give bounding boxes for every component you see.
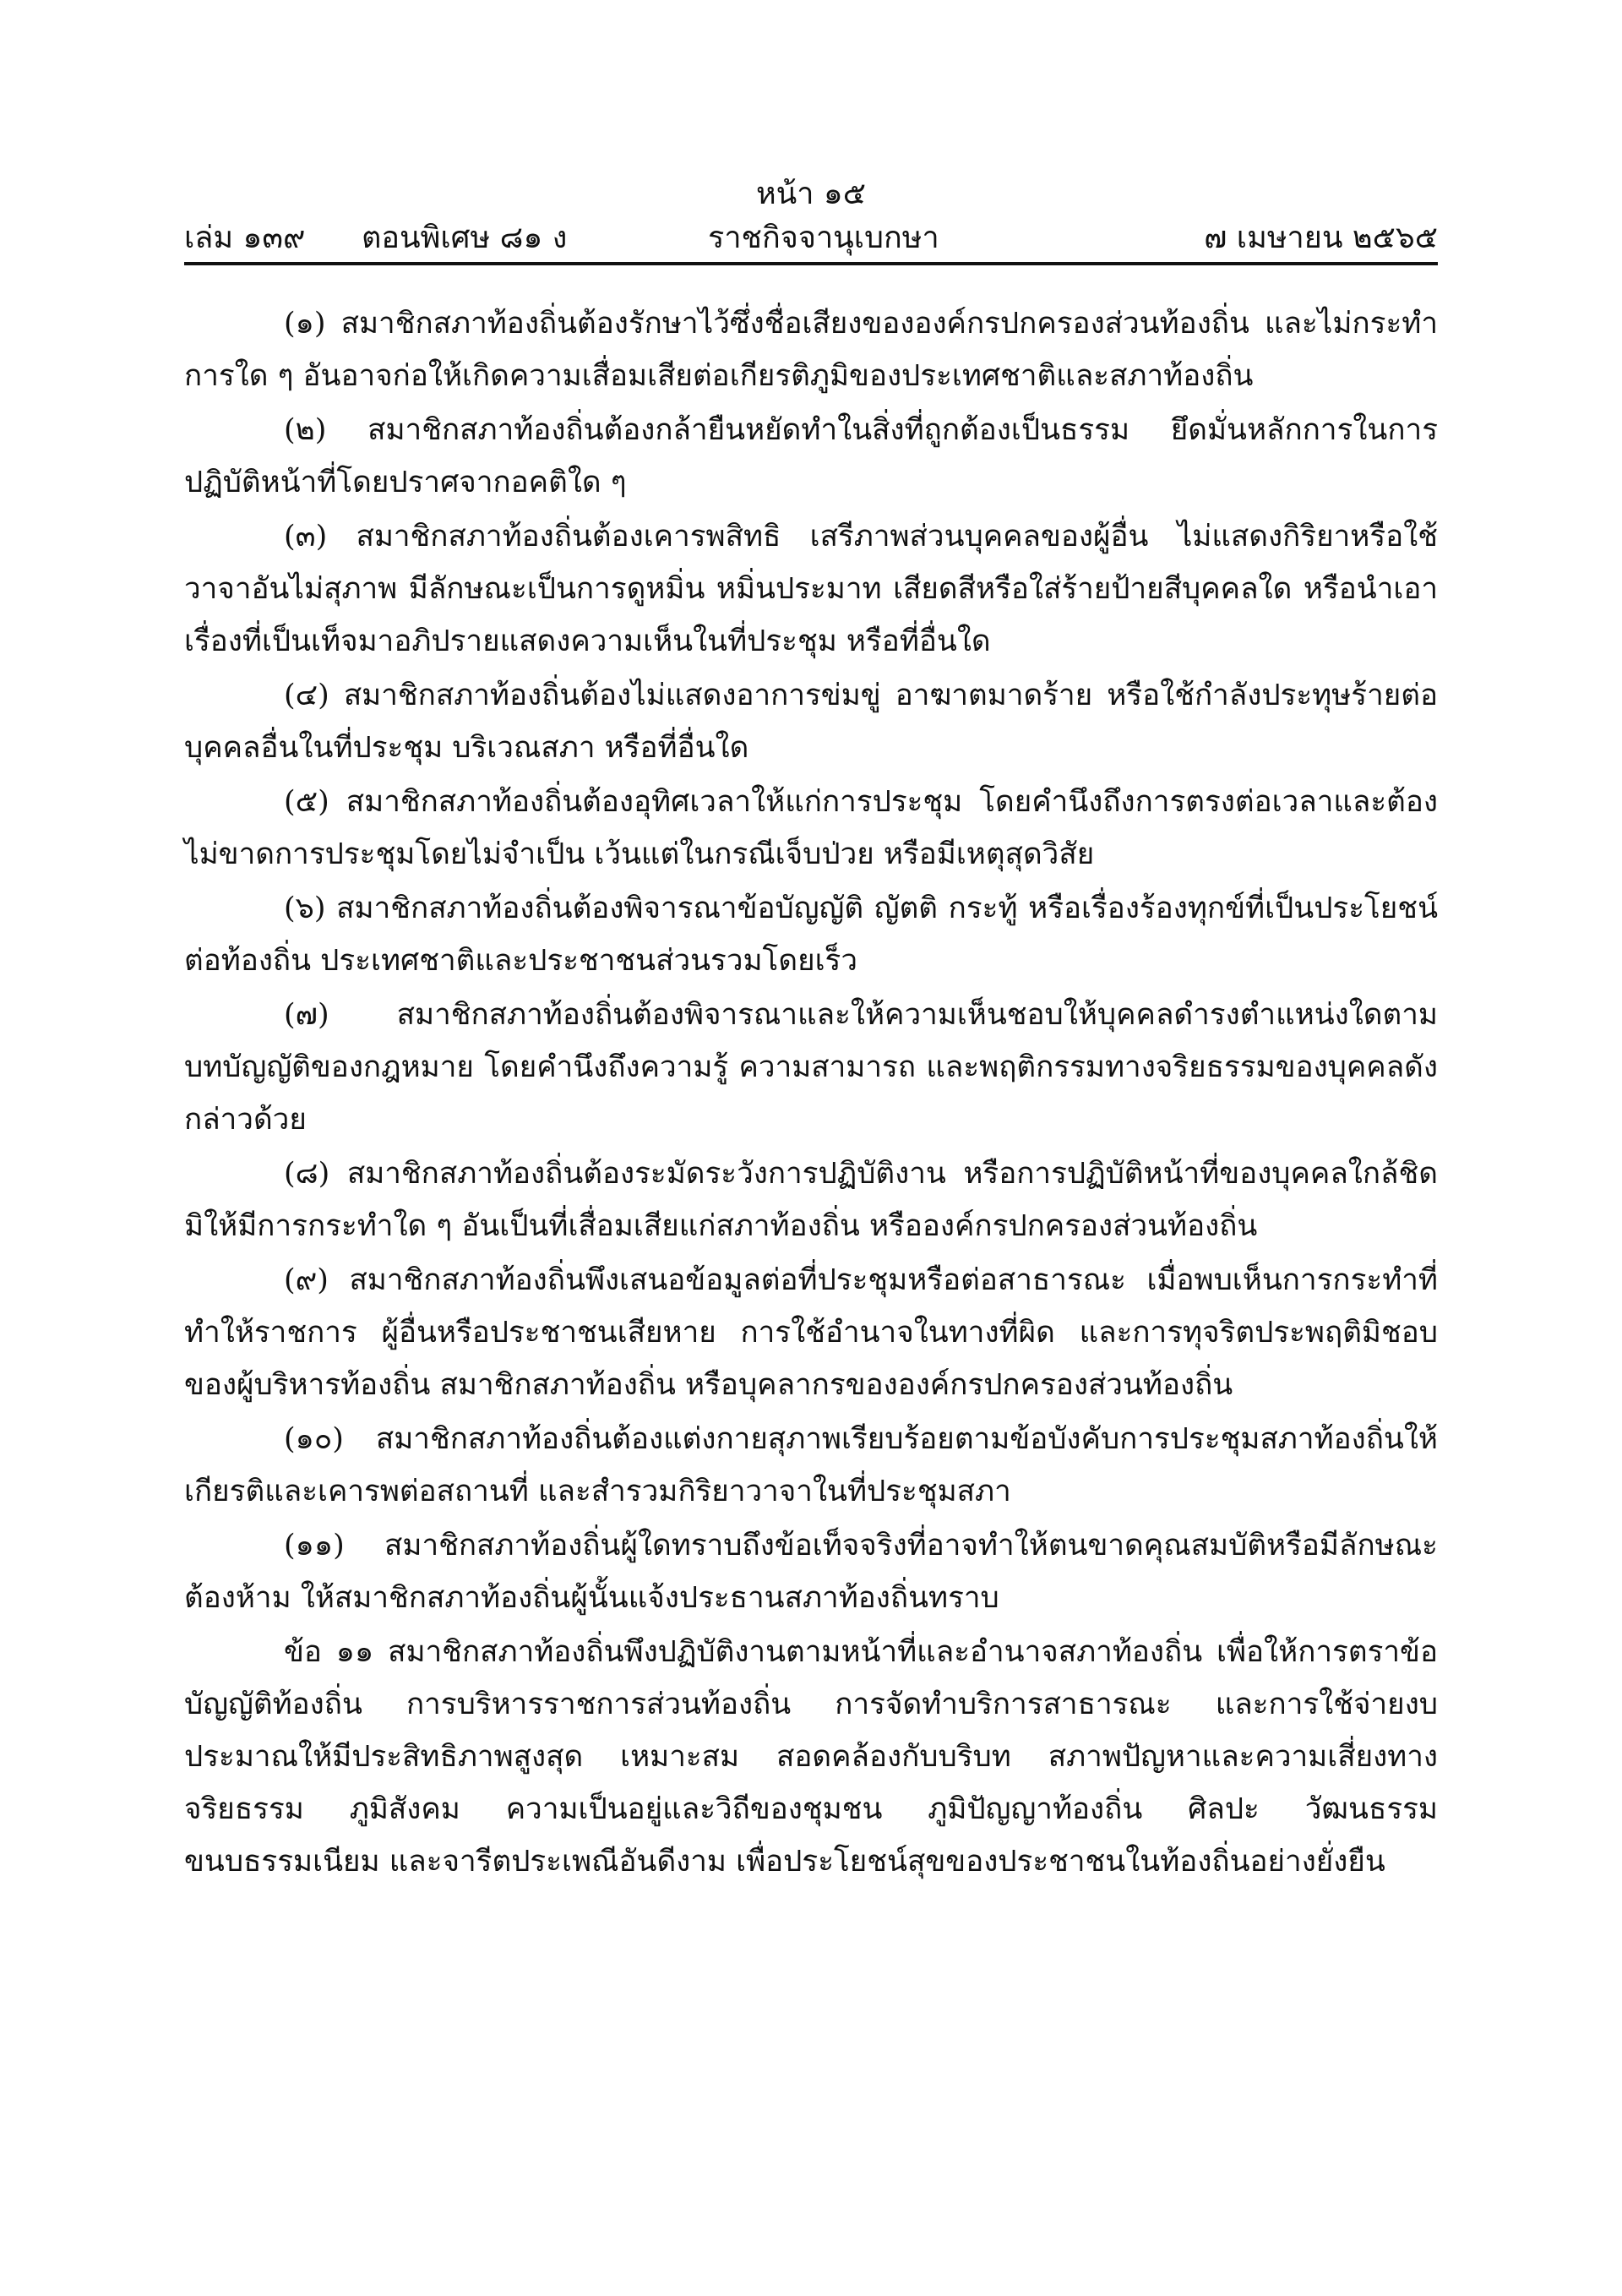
publication-title: ราชกิจจานุเบกษา	[708, 221, 939, 255]
volume-label: เล่ม ๑๓๙	[184, 221, 306, 255]
publication-date: ๗ เมษายน ๒๕๖๕	[1204, 221, 1438, 255]
clause-2: (๒) สมาชิกสภาท้องถิ่นต้องกล้ายืนหยัดทำในสิ่งที่ถูกต้องเป็นธรรม ยึดมั่นหลักการในการปฏิบัติหน้าที่โดยปราศจากอคติใด ๆ	[184, 413, 1438, 499]
clause-5: (๕) สมาชิกสภาท้องถิ่นต้องอุทิศเวลาให้แก่การประชุม โดยคำนึงถึงการตรงต่อเวลาและต้องไม่ขาดการประชุมโดยไม่จำเป็น เว้นแต่ในกรณีเจ็บป่วย หรือมีเหตุสุดวิสัย	[184, 785, 1438, 871]
page-number: หน้า ๑๕	[755, 177, 867, 211]
clause-1: (๑) สมาชิกสภาท้องถิ่นต้องรักษาไว้ซึ่งชื่อเสียงขององค์กรปกครองส่วนท้องถิ่น และไม่กระทำการใด ๆ อันอาจก่อให้เกิดความเสื่อมเสียต่อเกียรติภูมิของประเทศชาติและสภาท้องถิ่น	[184, 307, 1438, 393]
clause-11: (๑๑) สมาชิกสภาท้องถิ่นผู้ใดทราบถึงข้อเท็จจริงที่อาจทำให้ตนขาดคุณสมบัติหรือมีลักษณะต้องห้าม ให้สมาชิกสภาท้องถิ่นผู้นั้นแจ้งประธานสภาท้องถิ่นทราบ	[184, 1529, 1438, 1615]
clause-4: (๔) สมาชิกสภาท้องถิ่นต้องไม่แสดงอาการข่มขู่ อาฆาตมาดร้าย หรือใช้กำลังประทุษร้ายต่อบุคคลอื่นในที่ประชุม บริเวณสภา หรือที่อื่นใด	[184, 679, 1438, 765]
gazette-header	[184, 213, 1438, 255]
article-11: ข้อ ๑๑ สมาชิกสภาท้องถิ่นพึงปฏิบัติงานตามหน้าที่และอำนาจสภาท้องถิ่น เพื่อให้การตราข้อบัญญัติท้องถิ่น การบริหารราชการส่วนท้องถิ่น การจัดทำบริการสาธารณะ และการใช้จ่ายงบประมาณให้มีประสิทธิภาพสูงสุด เหมาะสม สอดคล้องกับบริบท สภาพปัญหาและความเสี่ยงทางจริยธรรม ภูมิสังคม ความเป็นอยู่และวิถีของชุมชน ภูมิปัญญาท้องถิ่น ศิลปะ วัฒนธรรมขนบธรรมเนียม และจารีตประเพณีอันดีงาม เพื่อประโยชน์สุขของประชาชนในท้องถิ่นอย่างยั่งยืน	[184, 1635, 1438, 1879]
document-body	[184, 297, 1438, 1890]
section-label: ตอนพิเศษ ๘๑ ง	[362, 221, 568, 255]
clause-3: (๓) สมาชิกสภาท้องถิ่นต้องเคารพสิทธิ เสรีภาพส่วนบุคคลของผู้อื่น ไม่แสดงกิริยาหรือใช้วาจาอันไม่สุภาพ มีลักษณะเป็นการดูหมิ่น หมิ่นประมาท เสียดสีหรือใส่ร้ายป้ายสีบุคคลใด หรือนำเอาเรื่องที่เป็นเท็จมาอภิปรายแสดงความเห็นในที่ประชุม หรือที่อื่นใด	[184, 520, 1438, 658]
clause-8: (๘) สมาชิกสภาท้องถิ่นต้องระมัดระวังการปฏิบัติงาน หรือการปฏิบัติหน้าที่ของบุคคลใกล้ชิดมิให้มีการกระทำใด ๆ อันเป็นที่เสื่อมเสียแก่สภาท้องถิ่น หรือองค์กรปกครองส่วนท้องถิ่น	[184, 1157, 1438, 1243]
clause-6: (๖) สมาชิกสภาท้องถิ่นต้องพิจารณาข้อบัญญัติ ญัตติ กระทู้ หรือเรื่องร้องทุกข์ที่เป็นประโยชน์ต่อท้องถิ่น ประเทศชาติและประชาชนส่วนรวมโดยเร็ว	[184, 892, 1438, 978]
clause-7: (๗) สมาชิกสภาท้องถิ่นต้องพิจารณาและให้ความเห็นชอบให้บุคคลดำรงตำแหน่งใดตามบทบัญญัติของกฎหมาย โดยคำนึงถึงความรู้ ความสามารถ และพฤติกรรมทางจริยธรรมของบุคคลดังกล่าวด้วย	[184, 998, 1438, 1137]
header-divider	[184, 262, 1438, 265]
clause-10: (๑๐) สมาชิกสภาท้องถิ่นต้องแต่งกายสุภาพเรียบร้อยตามข้อบังคับการประชุมสภาท้องถิ่นให้เกียรติและเคารพต่อสถานที่ และสำรวมกิริยาวาจาในที่ประชุมสภา	[184, 1422, 1438, 1508]
clause-9: (๙) สมาชิกสภาท้องถิ่นพึงเสนอข้อมูลต่อที่ประชุมหรือต่อสาธารณะ เมื่อพบเห็นการกระทำที่ทำให้ราชการ ผู้อื่นหรือประชาชนเสียหาย การใช้อำนาจในทางที่ผิด และการทุจริตประพฤติมิชอบของผู้บริหารท้องถิ่น สมาชิกสภาท้องถิ่น หรือบุคลากรขององค์กรปกครองส่วนท้องถิ่น	[184, 1263, 1438, 1402]
